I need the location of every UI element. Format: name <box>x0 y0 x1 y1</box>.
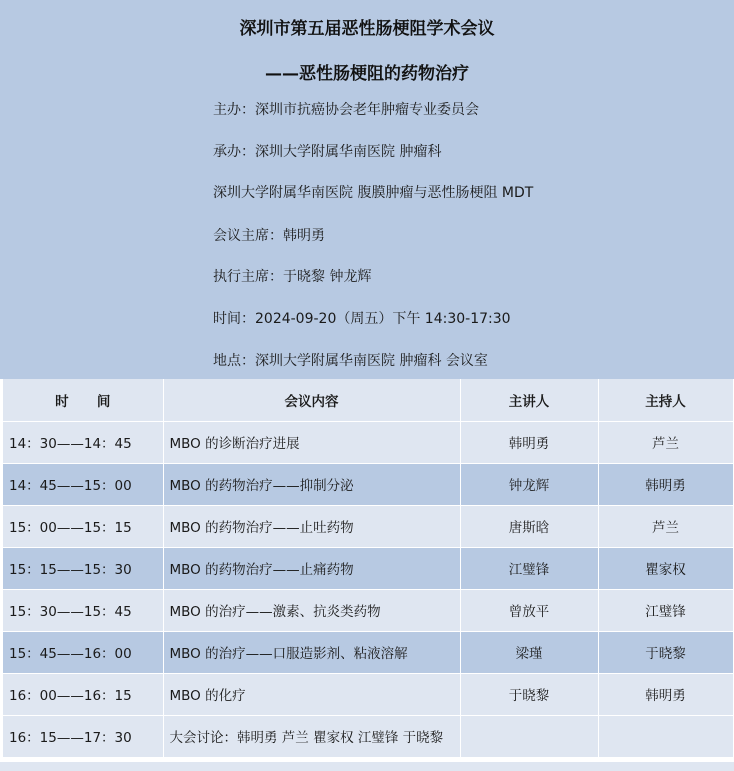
time-cell: 14：30——14：45 <box>3 421 163 463</box>
header-time: 时 间 <box>3 379 163 421</box>
time-cell: 15：45——16：00 <box>3 631 163 673</box>
topic-cell: MBO 的药物治疗——止吐药物 <box>163 505 460 547</box>
time-line: 时间：2024-09-20（周五）下午 14:30-17:30 <box>213 311 511 327</box>
topic-cell: MBO 的药物治疗——止痛药物 <box>163 547 460 589</box>
host-cell <box>598 715 733 757</box>
topic-cell: 大会讨论：韩明勇 芦兰 瞿家权 江璧锋 于晓黎 <box>163 715 460 757</box>
mdt-line: 深圳大学附属华南医院 腹膜肿瘤与恶性肠梗阻 MDT <box>213 185 534 201</box>
table-row <box>3 715 733 757</box>
table-row <box>3 673 733 715</box>
speaker-cell: 钟龙辉 <box>460 463 598 505</box>
time-cell: 16：15——17：30 <box>3 715 163 757</box>
conference-title: 深圳市第五届恶性肠梗阻学术会议 <box>239 19 495 39</box>
organizer-line: 主办：深圳市抗癌协会老年肿瘤专业委员会 <box>213 102 479 118</box>
speaker-cell: 曾放平 <box>460 589 598 631</box>
speaker-cell: 韩明勇 <box>460 421 598 463</box>
location-line: 地点：深圳大学附属华南医院 肿瘤科 会议室 <box>213 353 488 369</box>
host-cell: 韩明勇 <box>598 463 733 505</box>
executive-chair-line: 执行主席：于晓黎 钟龙辉 <box>213 269 372 285</box>
topic-cell: MBO 的治疗——激素、抗炎类药物 <box>163 589 460 631</box>
table-header-row <box>3 379 733 421</box>
conference-header <box>0 0 734 379</box>
time-cell: 14：45——15：00 <box>3 463 163 505</box>
speaker-cell <box>460 715 598 757</box>
time-cell: 16：00——16：15 <box>3 673 163 715</box>
co-organizer-line: 承办：深圳大学附属华南医院 肿瘤科 <box>213 144 442 160</box>
speaker-cell: 唐斯晗 <box>460 505 598 547</box>
topic-cell: MBO 的药物治疗——抑制分泌 <box>163 463 460 505</box>
speaker-cell: 于晓黎 <box>460 673 598 715</box>
host-cell: 江璧锋 <box>598 589 733 631</box>
speaker-cell: 江璧锋 <box>460 547 598 589</box>
time-cell: 15：15——15：30 <box>3 547 163 589</box>
host-cell: 芦兰 <box>598 505 733 547</box>
bottom-strip <box>0 762 734 771</box>
host-cell: 芦兰 <box>598 421 733 463</box>
schedule-table <box>3 379 734 758</box>
time-cell: 15：30——15：45 <box>3 589 163 631</box>
table-row <box>3 589 733 631</box>
speaker-cell: 梁瑾 <box>460 631 598 673</box>
host-cell: 瞿家权 <box>598 547 733 589</box>
table-row <box>3 547 733 589</box>
time-cell: 15：00——15：15 <box>3 505 163 547</box>
table-row <box>3 631 733 673</box>
host-cell: 于晓黎 <box>598 631 733 673</box>
header-topic: 会议内容 <box>163 379 460 421</box>
table-row <box>3 421 733 463</box>
table-row <box>3 505 733 547</box>
topic-cell: MBO 的治疗——口服造影剂、粘液溶解 <box>163 631 460 673</box>
table-row <box>3 463 733 505</box>
host-cell: 韩明勇 <box>598 673 733 715</box>
conference-subtitle: ——恶性肠梗阻的药物治疗 <box>265 64 469 84</box>
topic-cell: MBO 的化疗 <box>163 673 460 715</box>
header-speaker: 主讲人 <box>460 379 598 421</box>
topic-cell: MBO 的诊断治疗进展 <box>163 421 460 463</box>
chair-line: 会议主席：韩明勇 <box>213 228 325 244</box>
header-host: 主持人 <box>598 379 733 421</box>
